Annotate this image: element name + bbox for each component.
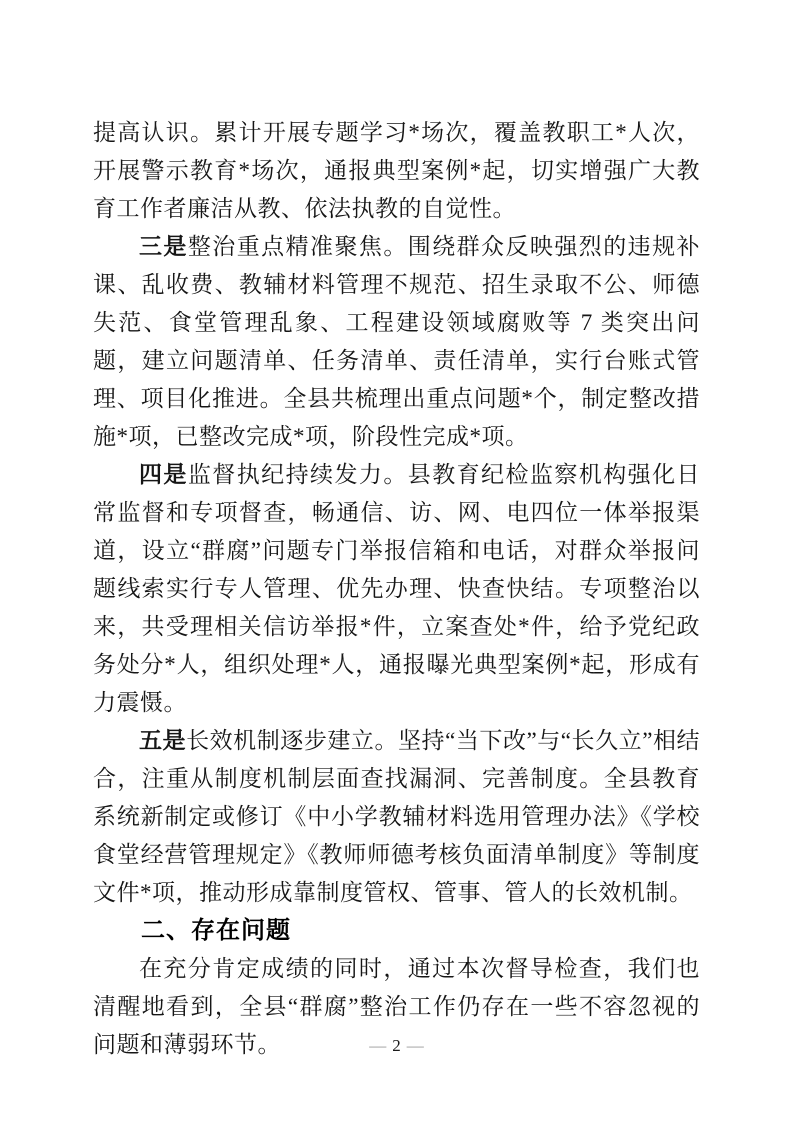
paragraph-text: 长效机制逐步建立。坚持“当下改”与“长久立”相结合，注重从制度机制层面查找漏洞、完善制度。全县教育系统新制定或修订《中小学教辅材料选用管理办法》《学校食堂经营管理规定》《教师师德考核负面清单制度》等制度文件*项，推动形成靠制度管权、管事、管人的长效机制。 [93,728,700,905]
page-footer [0,1036,793,1056]
document-body [93,114,700,1064]
section-heading-problems: 二、存在问题 [141,917,291,944]
footer-right-dash: — [406,1036,424,1055]
paragraph-text: 提高认识。累计开展专题学习*场次，覆盖教职工*人次，开展警示教育*场次，通报典型案例*起，切实增强广大教育工作者廉洁从教、依法执教的自觉性。 [93,120,700,221]
paragraph-lead-label: 三是 [139,234,188,259]
paragraph-text: 整治重点精准聚焦。围绕群众反映强烈的违规补课、乱收费、教辅材料管理不规范、招生录取不公、师德失范、食堂管理乱象、工程建设领域腐败等 7 类突出问题，建立问题清单、任务清单、责任清单，实行台账式管理、项目化推进。全县共梳理出重点问题*个，制定整改措施*项，已整改完成*项，阶段性完成*项。 [93,234,701,449]
paragraph-lead-label: 四是 [139,462,188,487]
paragraph-point-three [93,228,700,456]
page-number: 2 [392,1036,401,1055]
paragraph-continuation [93,114,700,228]
paragraph-point-four [93,456,700,722]
paragraph-lead-label: 五是 [139,728,187,753]
footer-left-dash: — [369,1036,387,1055]
paragraph-text: 在充分肯定成绩的同时，通过本次督导检查，我们也清醒地看到，全县“群腐”整治工作仍存在一些不容忽视的问题和薄弱环节。 [93,956,700,1057]
paragraph-point-five [93,722,700,912]
paragraph-text: 监督执纪持续发力。县教育纪检监察机构强化日常监督和专项督查，畅通信、访、网、电四位一体举报渠道，设立“群腐”问题专门举报信箱和电话，对群众举报问题线索实行专人管理、优先办理、快查快结。专项整治以来，共受理相关信访举报*件，立案查处*件，给予党纪政务处分*人，组织处理*人，通报曝光典型案例*起，形成有力震慑。 [93,462,701,715]
